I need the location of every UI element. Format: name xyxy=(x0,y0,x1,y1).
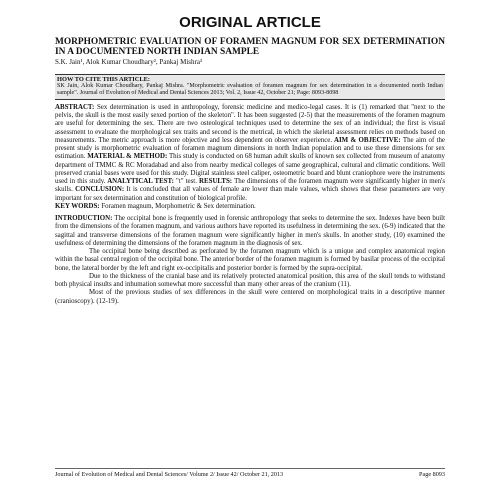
article-title: MORPHOMETRIC EVALUATION OF FORAMEN MAGNUM FOR SEX DETERMINATION IN A DOCUMENTED NORTH INDIAN SAMPLE xyxy=(55,37,445,57)
abstract-text-1: Sex determination is used in anthropology, forensic medicine and medico-legal cases. It is (1) remarked that "next to the pelvis, the skull is the most easily sexed portion of the skeleton". It has been suggested (2-5) that the measurements of the foramen magnum are useful for determining the sex. There are two osteological techniques used to determine the sex of an individual; the first is visual assessment to evaluate the morphological sex traits and second is the metrical, in which the skeletal assessment relies on methods based on measurements. The metric approach is more objective and less dependent on observer experience. xyxy=(55,103,445,144)
abstract-text-4: "t" test. xyxy=(173,178,197,186)
introduction-label: INTRODUCTION: xyxy=(55,215,113,223)
footer-journal: Journal of Evolution of Medical and Dental Sciences/ Volume 2/ Issue 42/ October 21, 2013 xyxy=(55,471,284,478)
analytical-test-label: ANALYTICAL TEST: xyxy=(105,178,174,186)
citation-text: SK Jain, Alok Kumar Choudhary, Pankaj Mishra. "Morphometric evaluation of foramen magnum for sex determination in a documented north Indian sample". Journal of Evolution of Medical and Dental Sciences 2013; Vol. 2, Issue 42, October 21; Page: 8093-8098 xyxy=(57,83,443,96)
abstract-paragraph xyxy=(55,104,445,203)
keywords-text: Foramen magnum, Morphometric & Sex determination. xyxy=(99,202,256,210)
body-paragraph-2: The occipital bone being described as perforated by the foramen magnum which is a unique and complex anatomical region within the basal central region of the occipital bone. The anterior border of the foramen magnum is formed by basilar process of the occipital bone, the lateral border by the left and right ex-occipitalis and posterior border is formed by the supra-occipital. xyxy=(55,248,445,272)
abstract-text-2: The aim of the present study is morphometric evaluation of foramen magnum dimensions in north Indian population and to use these dimensions for sex estimation. xyxy=(55,136,445,161)
page-footer xyxy=(55,468,445,478)
author-list: S.K. Jain¹, Alok Kumar Choudhary², Pankaj Mishra³ xyxy=(55,58,203,66)
abstract-text-5: The dimensions of the foramen magnum were significantly higher in men's skulls. xyxy=(55,178,446,194)
citation-heading: HOW TO CITE THIS ARTICLE: xyxy=(57,76,151,83)
keywords-paragraph xyxy=(55,203,445,211)
article-type-heading: ORIGINAL ARTICLE xyxy=(179,14,321,31)
results-label: RESULTS: xyxy=(196,178,233,186)
article-page xyxy=(55,8,445,488)
body-paragraph-3: Due to the thickness of the cranial base and its relatively protected anatomical position, this area of the skull tends to withstand both physical insults and inhumation somewhat more successful than many other areas of the cranium (11). xyxy=(55,272,445,289)
body-paragraph-4: Most of the previous studies of sex differences in the skull were centered on morphological traits in a descriptive manner (cranioscopy). (12-19). xyxy=(55,289,445,305)
introduction-text: The occipital bone is frequently used in forensic anthropology that seeks to determine the sex. Indexes have been built from the dimensions of the foramen magnum, and various authors have reported its usefulness in determining the sex. (6-9) indicated that the sagittal and transverse dimensions of the foramen magnum were significantly higher in men's skulls. In another study, (10) examined the usefulness of determining the dimensions of the foramen magnum in the diagnosis of sex. xyxy=(55,215,445,247)
method-label: MATERIAL & METHOD: xyxy=(85,153,168,161)
aim-label: AIM & OBJECTIVE: xyxy=(332,136,401,144)
keywords-label: KEY WORDS: xyxy=(55,202,100,210)
abstract-label: ABSTRACT: xyxy=(55,103,95,111)
conclusion-label: CONCLUSION: xyxy=(72,186,125,194)
footer-page-number: Page 8093 xyxy=(419,471,445,478)
introduction-paragraph xyxy=(55,215,445,248)
citation-box xyxy=(55,74,445,100)
abstract-text-6: It is concluded that all values of female are lower than male values, which shows that these parameters are very important for sex determination and constitution of biological profile. xyxy=(55,186,445,202)
abstract-text-3: This study is conducted on 68 human adult skulls of known sex collected from museum of anatomy department of TMMC & RC Moradabad and also from nearby medical colleges of same geographical, cultural and climatic conditions. Well preserved cranial bases were used for this study. Digital stainless steel caliper, osteometric board and blunt craniophore were the instruments used in this study. xyxy=(55,153,445,186)
